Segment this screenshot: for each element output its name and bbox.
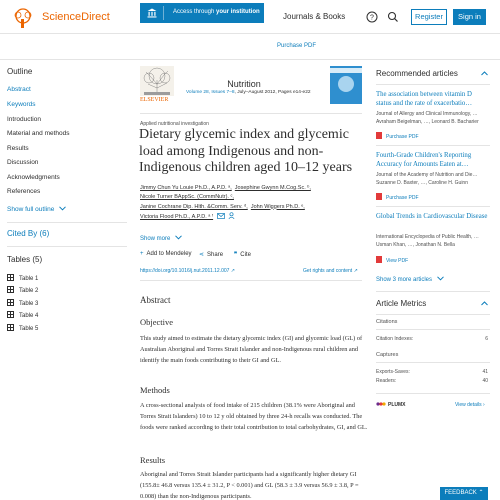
table-icon xyxy=(7,286,14,293)
elsevier-tree-logo-icon[interactable] xyxy=(8,7,38,29)
methods-text: A cross-sectional analysis of food intake of 215 children (38.1% were Aboriginal and Torres Strait Islanders) 10 to 12 y old obtained by three 24-h recalls was conducted. The foods were ranked according to their total contribution to total carbohydrates, GI, and GL. xyxy=(140,402,368,431)
recommended-article-title[interactable]: Fourth-Grade Children's Reporting Accuracy for Amounts Eaten at… xyxy=(376,152,472,168)
author-link[interactable]: Victoria Flood Ph.D., A.P.D. ᵃ ᶠ xyxy=(140,213,214,220)
table-link-5[interactable]: Table 5 xyxy=(7,324,38,332)
article-title: Dietary glycemic index and glycemic load among Indigenous and non-Indigenous children aged 10–12 years xyxy=(139,127,353,175)
sidebar-divider xyxy=(376,362,490,363)
author-list xyxy=(140,184,370,222)
table-icon xyxy=(7,324,14,331)
table-link-1[interactable]: Table 1 xyxy=(7,274,38,282)
section-divider xyxy=(140,280,362,281)
recommended-article-journal: Journal of Allergy and Clinical Immunology, … xyxy=(376,111,478,117)
outline-item-introduction[interactable]: Introduction xyxy=(7,116,41,123)
outline-item-discussion[interactable]: Discussion xyxy=(7,159,39,166)
sidebar-divider xyxy=(376,145,490,146)
sign-in-button[interactable]: Sign in xyxy=(453,9,486,25)
chevron-up-icon[interactable] xyxy=(481,70,488,77)
outline-item-results[interactable]: Results xyxy=(7,145,29,152)
table-icon xyxy=(7,299,14,306)
volume-link[interactable]: Volume 28, Issues 7–8 xyxy=(186,90,235,95)
sidebar-divider xyxy=(376,291,490,292)
table-link-4[interactable]: Table 4 xyxy=(7,311,38,319)
article-type: Applied nutritional investigation xyxy=(140,121,209,127)
recommended-article-title[interactable]: Global Trends in Cardiovascular Disease xyxy=(376,213,488,220)
pdf-icon xyxy=(376,256,382,263)
objective-text: This study aimed to estimate the dietary glycemic index (GI) and glycemic load (GL) of Australian Aboriginal and Torres Strait Islander and non-Indigenous rural children and identify the main foods contributing to their GI and GL. xyxy=(140,335,363,364)
pdf-icon xyxy=(376,132,382,139)
person-icon[interactable] xyxy=(228,212,235,219)
sidebar-divider xyxy=(376,84,490,85)
sidebar-divider xyxy=(376,314,490,315)
share-button[interactable]: ⋖ Share xyxy=(199,252,224,258)
journal-cover-image[interactable] xyxy=(330,66,362,104)
share-icon: ⋖ xyxy=(199,252,205,258)
add-to-mendeley-button[interactable]: + Add to Mendeley xyxy=(140,251,192,257)
institution-icon xyxy=(147,8,157,18)
publisher-name: ELSEVIER xyxy=(140,97,169,103)
methods-heading: Methods xyxy=(140,385,170,395)
recommended-article-journal: Journal of the Academy of Nutrition and Die… xyxy=(376,172,478,178)
cited-by-link[interactable]: Cited By (6) xyxy=(7,229,50,238)
quote-icon: ❞ xyxy=(234,252,238,258)
author-link[interactable]: Janine Cochrane Dip. Hlth. &Comm. Serv. ᵈ, xyxy=(140,203,248,210)
journal-title-link[interactable]: Nutrition xyxy=(227,79,261,89)
results-text: Aboriginal and Torres Strait Islander participants had a significantly higher dietary GI (155.8± 46.8 versus 135.4 ± 31.2, P < 0.001) and GL (58.3 ± 3.9 versus 56.9 ± 3.8, P = 0.008) than the non-Indigenous participants. xyxy=(140,471,359,500)
table-link-3[interactable]: Table 3 xyxy=(7,299,38,307)
recommended-article-authors: Avraham Beigelman, …, Leonard B. Bacharier xyxy=(376,119,479,125)
register-button[interactable]: Register xyxy=(411,9,447,25)
article-metrics-heading: Article Metrics xyxy=(376,299,427,308)
chevron-down-icon xyxy=(175,235,182,240)
outline-item-keywords[interactable]: Keywords xyxy=(7,101,36,108)
author-link[interactable]: Nicole Turner BAppSc. (CommNutr). ᶜ, xyxy=(140,194,234,201)
results-heading: Results xyxy=(140,455,166,465)
access-label: Access through your institution xyxy=(173,9,260,15)
sidebar-divider xyxy=(376,206,490,207)
show-full-outline-link[interactable]: Show full outline xyxy=(7,206,66,213)
citation-indexes-value: 6 xyxy=(485,336,488,342)
sidebar-divider xyxy=(376,329,490,330)
view-pdf-link[interactable]: View PDF xyxy=(376,256,408,264)
access-bar xyxy=(0,34,500,60)
table-link-2[interactable]: Table 2 xyxy=(7,286,38,294)
outline-item-references[interactable]: References xyxy=(7,188,41,195)
svg-text:?: ? xyxy=(370,14,374,22)
show-more-articles-link[interactable]: Show 3 more articles xyxy=(376,276,444,283)
outline-item-methods[interactable]: Material and methods xyxy=(7,130,70,137)
header-divider xyxy=(140,113,362,114)
search-icon[interactable] xyxy=(387,11,399,23)
chevron-up-icon[interactable] xyxy=(481,300,488,307)
sidebar-divider xyxy=(7,246,127,247)
table-icon xyxy=(7,311,14,318)
author-link[interactable]: Jimmy Chun Yu Louie Ph.D., A.P.D. ᵃ, xyxy=(140,185,232,191)
sidebar-divider xyxy=(376,393,490,394)
email-icon[interactable] xyxy=(217,213,225,219)
purchase-pdf-link[interactable]: Purchase PDF xyxy=(376,193,419,201)
tables-heading: Tables (5) xyxy=(7,255,43,264)
show-more-button[interactable]: Show more xyxy=(140,235,182,242)
outline-item-acknowledgments[interactable]: Acknowledgments xyxy=(7,174,60,181)
purchase-pdf-link[interactable]: Purchase PDF xyxy=(277,43,317,49)
citations-label: Citations xyxy=(376,319,398,325)
purchase-pdf-link[interactable]: Purchase PDF xyxy=(376,132,419,140)
chevron-down-icon xyxy=(437,276,444,281)
exports-saves-row: Exports-Saves: 41 xyxy=(376,369,488,375)
recommended-article-title[interactable]: The association between vitamin D status and the rate of exacerbatio… xyxy=(376,91,473,107)
outline-item-abstract[interactable]: Abstract xyxy=(7,86,31,93)
objective-heading: Objective xyxy=(140,317,174,327)
journals-books-link[interactable]: Journals & Books xyxy=(283,12,346,21)
cite-button[interactable]: ❞ Cite xyxy=(234,252,251,258)
recommended-article-journal: International Encyclopedia of Public Health, … xyxy=(376,234,479,240)
abstract-heading: Abstract xyxy=(140,295,171,305)
rights-link[interactable]: Get rights and content ↗ xyxy=(303,268,358,274)
table-icon xyxy=(7,274,14,281)
citation-indexes-row: Citation Indexes: 6 xyxy=(376,336,488,342)
recommended-article-authors: Usman Khan, …, Jonathan N. Bella xyxy=(376,242,455,248)
pdf-icon xyxy=(376,193,382,200)
help-circle-icon[interactable] xyxy=(366,11,378,23)
exports-saves-value: 41 xyxy=(482,369,488,375)
readers-value: 40 xyxy=(482,378,488,384)
plumx-icon xyxy=(376,401,386,407)
access-divider xyxy=(163,6,164,20)
author-link[interactable]: John Wiggers Ph.D. ᵉ, xyxy=(250,203,305,210)
author-link[interactable]: Josephine Gwynn M.Cog.Sc. ᵇ, xyxy=(234,185,311,191)
plumx-logo: PLUMX xyxy=(376,401,406,408)
journal-volume: Volume 28, Issues 7–8, July–August 2012, Pages e14-e22 xyxy=(186,90,311,95)
chevron-down-icon xyxy=(59,206,66,211)
outline-heading: Outline xyxy=(7,67,33,76)
view-details-link[interactable]: View details › xyxy=(455,402,485,408)
feedback-button[interactable]: FEEDBACK ⌃ xyxy=(440,487,488,500)
access-institution-button[interactable] xyxy=(140,3,264,23)
recommended-heading: Recommended articles xyxy=(376,69,458,78)
brand-name[interactable]: ScienceDirect xyxy=(42,11,110,23)
plus-icon: + xyxy=(140,251,144,257)
recommended-article-authors: Suzanne D. Baxter, …, Caroline H. Guinn xyxy=(376,180,468,186)
doi-link[interactable]: https://doi.org/10.1016/j.nut.2011.12.007 ↗ xyxy=(140,268,235,274)
cover-header xyxy=(330,68,362,73)
captures-label: Captures xyxy=(376,352,399,358)
readers-row: Readers: 40 xyxy=(376,378,488,384)
sidebar-divider xyxy=(7,222,127,223)
